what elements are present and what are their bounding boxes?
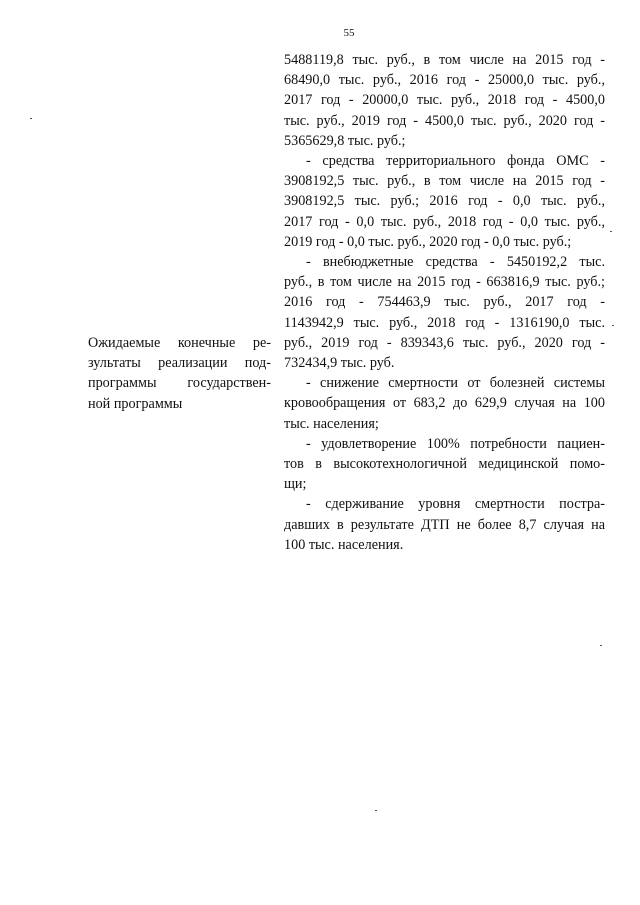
hightech-care-paragraph-continued — [284, 454, 605, 494]
text-line: - средства территориального фонда ОМС - — [306, 153, 605, 170]
traffic-mortality-paragraph — [284, 494, 605, 514]
text-line: тов в высокотехнологичной медицинской помо- — [284, 456, 605, 473]
scan-speck — [30, 118, 32, 119]
mortality-reduction-paragraph — [284, 373, 605, 393]
text-line: давших в результате ДТП не более 8,7 случая на — [284, 516, 605, 533]
text-line: 2019 год - 0,0 тыс. руб., 2020 год - 0,0 тыс. руб.; — [284, 233, 572, 250]
text-line: 2017 год - 0,0 тыс. руб., 2018 год - 0,0 тыс. руб., — [284, 213, 605, 230]
extra-budget-paragraph — [284, 252, 605, 272]
text-line: тыс. населения; — [284, 415, 379, 432]
hightech-care-paragraph — [284, 434, 605, 454]
text-line: - снижение смертности от болезней системы — [306, 375, 605, 392]
mortality-reduction-paragraph-continued — [284, 393, 605, 433]
content-column — [284, 50, 605, 555]
expected-results-label — [88, 333, 271, 414]
text-line: руб., в том числе на 2015 год - 663816,9 тыс. руб.; — [284, 274, 605, 291]
scan-speck — [375, 810, 377, 811]
budget-paragraph — [284, 50, 605, 151]
oms-fund-paragraph — [284, 151, 605, 171]
label-line: Ожидаемые конечные ре- — [88, 335, 271, 351]
text-line: - внебюджетные средства - 5450192,2 тыс. — [306, 254, 605, 271]
text-line: 2016 год - 754463,9 тыс. руб., 2017 год - — [284, 294, 605, 311]
text-line: 5365629,8 тыс. руб.; — [284, 132, 406, 149]
scan-speck — [600, 645, 602, 646]
scan-speck — [612, 325, 614, 326]
text-line: 68490,0 тыс. руб., 2016 год - 25000,0 тыс. руб., — [284, 72, 605, 89]
text-line: 732434,9 тыс. руб. — [284, 355, 395, 372]
text-line: 3908192,5 тыс. руб.; 2016 год - 0,0 тыс. руб., — [284, 193, 605, 210]
text-line: 100 тыс. населения. — [284, 536, 404, 553]
label-line: ной программы — [88, 395, 183, 412]
text-line: 1143942,9 тыс. руб., 2018 год - 1316190,0 тыс. — [284, 314, 605, 331]
text-line: - сдерживание уровня смертности пострa- — [306, 496, 605, 513]
text-line: кровообращения от 683,2 до 629,9 случая на 100 — [284, 395, 605, 412]
text-line: тыс. руб., 2019 год - 4500,0 тыс. руб., 2020 год - — [284, 112, 605, 129]
scan-speck — [610, 231, 612, 232]
text-line: - удовлетворение 100% потребности пациен- — [306, 435, 605, 452]
text-line: 5488119,8 тыс. руб., в том числе на 2015 год - — [284, 52, 605, 68]
oms-fund-paragraph-continued — [284, 171, 605, 252]
text-line: щи; — [284, 476, 307, 493]
text-line: руб., 2019 год - 839343,6 тыс. руб., 2020 год - — [284, 334, 605, 351]
label-line: зультаты реализации под- — [88, 355, 271, 372]
text-line: 2017 год - 20000,0 тыс. руб., 2018 год - 4500,0 — [284, 92, 605, 109]
traffic-mortality-paragraph-continued — [284, 515, 605, 555]
label-line: программы государствен- — [88, 375, 271, 392]
extra-budget-paragraph-continued — [284, 272, 605, 373]
text-line: 3908192,5 тыс. руб., в том числе на 2015 год - — [284, 173, 605, 190]
page-number: 55 — [343, 27, 355, 39]
